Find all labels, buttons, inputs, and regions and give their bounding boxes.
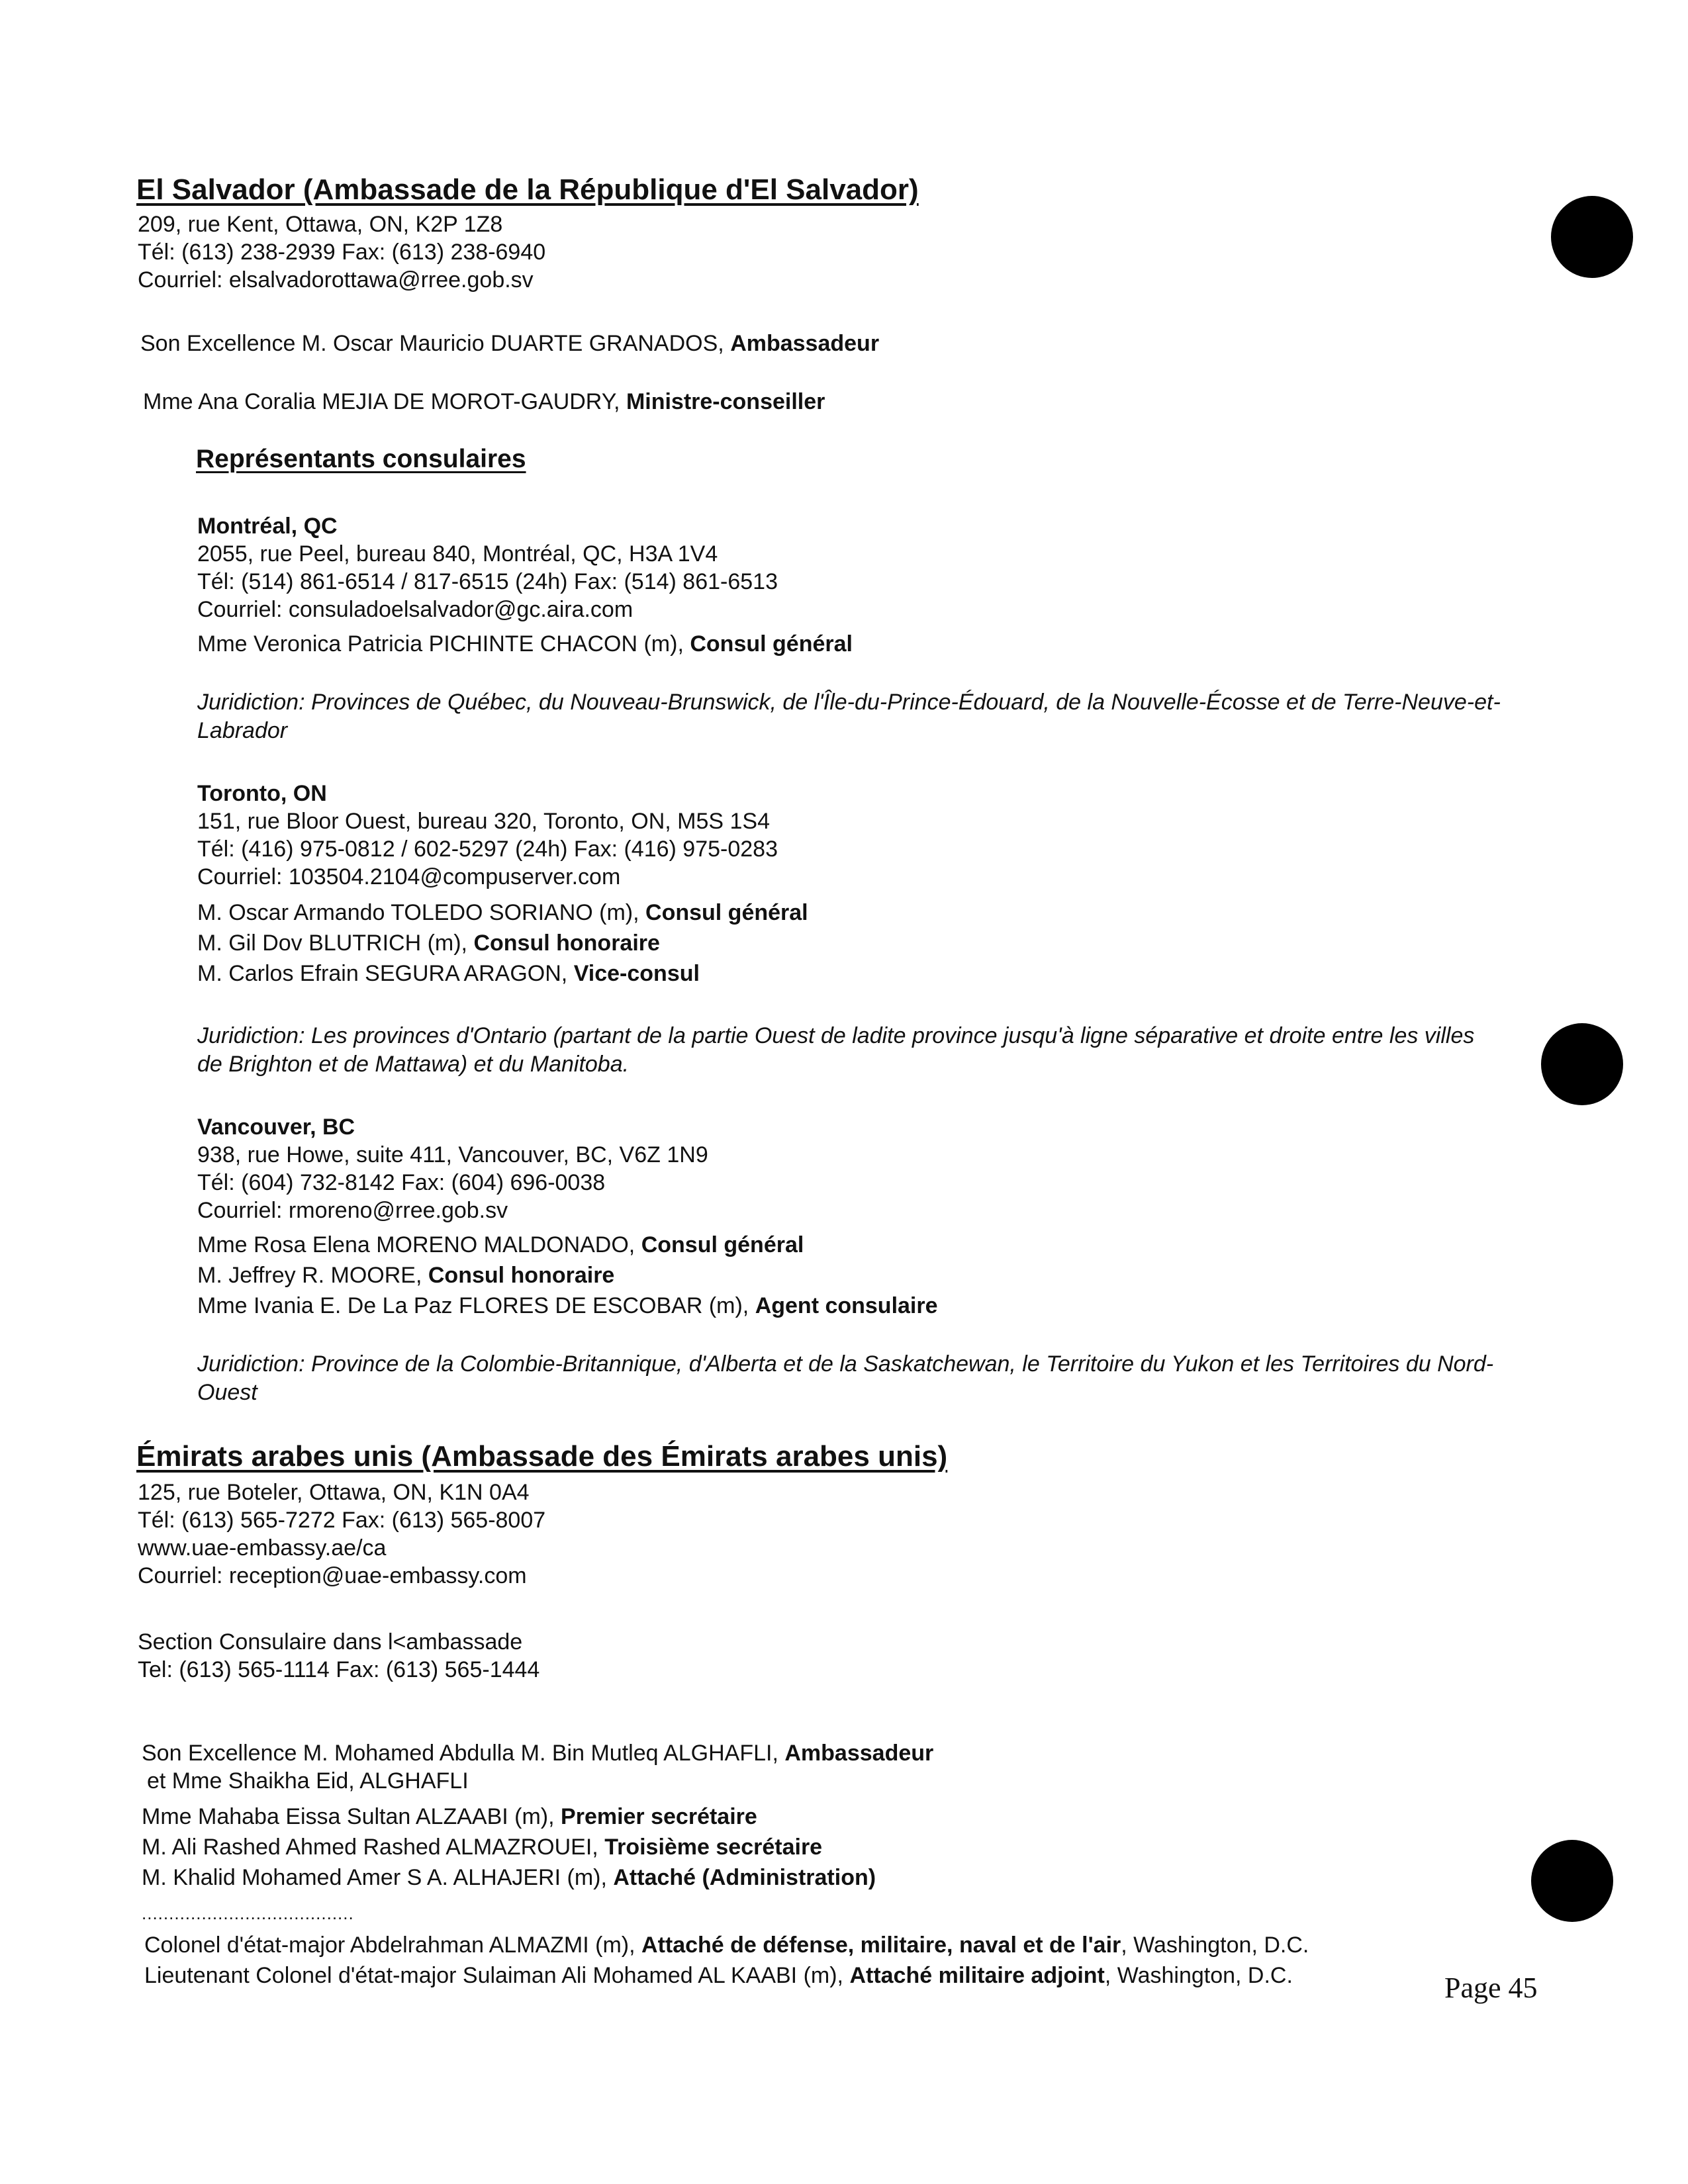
uae-heading: Émirats arabes unis (Ambassade des Émirats arabes unis) bbox=[136, 1440, 948, 1473]
person-title: Consul honoraire bbox=[428, 1263, 615, 1288]
person-name: Colonel d'état-major Abdelrahman ALMAZMI (m), bbox=[144, 1933, 635, 1958]
toronto-city: Toronto, ON bbox=[197, 781, 327, 806]
toronto-tel: Tél: (416) 975-0812 / 602-5297 (24h) Fax: (416) 975-0283 bbox=[197, 837, 778, 862]
person-name: M. Khalid Mohamed Amer S A. ALHAJERI (m), bbox=[142, 1865, 607, 1890]
montreal-jurisdiction: Juridiction: Provinces de Québec, du Nouveau-Brunswick, de l'Île-du-Prince-Édouard, de la Nouvelle-Écosse et de Terre-Neuve-et- Labrador bbox=[197, 690, 1501, 743]
person-title: Attaché militaire adjoint bbox=[849, 1963, 1105, 1988]
montreal-address: 2055, rue Peel, bureau 840, Montréal, QC, H3A 1V4 bbox=[197, 541, 718, 567]
uae-website: www.uae-embassy.ae/ca bbox=[138, 1535, 387, 1561]
person-name: M. Jeffrey R. MOORE, bbox=[197, 1263, 422, 1288]
person-title: Consul général bbox=[641, 1232, 804, 1257]
vancouver-city: Vancouver, BC bbox=[197, 1115, 355, 1140]
person-name: M. Ali Rashed Ahmed Rashed ALMAZROUEI, bbox=[142, 1835, 598, 1860]
person-name: M. Oscar Armando TOLEDO SORIANO (m), bbox=[197, 900, 639, 925]
vancouver-tel: Tél: (604) 732-8142 Fax: (604) 696-0038 bbox=[197, 1170, 606, 1195]
person-name: M. Carlos Efrain SEGURA ARAGON, bbox=[197, 961, 568, 986]
person-location: , Washington, D.C. bbox=[1121, 1933, 1309, 1958]
uae-ambassador-spouse: et Mme Shaikha Eid, ALGHAFLI bbox=[147, 1768, 469, 1794]
toronto-address: 151, rue Bloor Ouest, bureau 320, Toronto, ON, M5S 1S4 bbox=[197, 809, 770, 834]
person-location: , Washington, D.C. bbox=[1104, 1963, 1293, 1988]
person-name: Mme Veronica Patricia PICHINTE CHACON (m), bbox=[197, 631, 684, 657]
uae-consular-tel: Tel: (613) 565-1114 Fax: (613) 565-1444 bbox=[138, 1657, 540, 1682]
uae-person-4 bbox=[144, 1931, 1309, 1959]
minister-title: Ministre-conseiller bbox=[626, 389, 825, 414]
person-title: Premier secrétaire bbox=[561, 1804, 757, 1829]
consular-heading: Représentants consulaires bbox=[196, 445, 526, 473]
uae-person-3 bbox=[142, 1864, 876, 1891]
uae-person-2 bbox=[142, 1833, 822, 1861]
vancouver-address: 938, rue Howe, suite 411, Vancouver, BC, V6Z 1N9 bbox=[197, 1142, 708, 1167]
el-salvador-address: 209, rue Kent, Ottawa, ON, K2P 1Z8 bbox=[138, 212, 503, 237]
person-name: Mme Mahaba Eissa Sultan ALZAABI (m), bbox=[142, 1804, 555, 1829]
uae-address: 125, rue Boteler, Ottawa, ON, K1N 0A4 bbox=[138, 1480, 530, 1505]
uae-person-1 bbox=[142, 1803, 757, 1831]
uae-tel: Tél: (613) 565-7272 Fax: (613) 565-8007 bbox=[138, 1508, 546, 1533]
person-title: Attaché de défense, militaire, naval et de l'air bbox=[641, 1933, 1121, 1958]
person-title: Agent consulaire bbox=[755, 1293, 938, 1318]
uae-email: Courriel: reception@uae-embassy.com bbox=[138, 1563, 527, 1588]
uae-ambassador bbox=[142, 1739, 933, 1767]
el-salvador-heading: El Salvador (Ambassade de la République d'El Salvador) bbox=[136, 173, 919, 206]
uae-separator: ....................................... bbox=[142, 1903, 354, 1923]
person-name: Lieutenant Colonel d'état-major Sulaiman Ali Mohamed AL KAABI (m), bbox=[144, 1963, 843, 1988]
el-salvador-email: Courriel: elsalvadorottawa@rree.gob.sv bbox=[138, 267, 534, 293]
toronto-jurisdiction: Juridiction: Les provinces d'Ontario (partant de la partie Ouest de ladite province jusqu'à ligne séparative et droite entre les villes de Brighton et de Mattawa) et du Manitoba. bbox=[197, 1023, 1475, 1077]
person-title: Consul général bbox=[645, 900, 808, 925]
person-name: Mme Rosa Elena MORENO MALDONADO, bbox=[197, 1232, 635, 1257]
montreal-tel: Tél: (514) 861-6514 / 817-6515 (24h) Fax: (514) 861-6513 bbox=[197, 569, 778, 594]
page-number: Page 45 bbox=[1444, 1972, 1538, 2004]
person-title: Consul général bbox=[690, 631, 853, 657]
person-title: Vice-consul bbox=[573, 961, 700, 986]
uae-person-5 bbox=[144, 1962, 1293, 1989]
toronto-email: Courriel: 103504.2104@compuserver.com bbox=[197, 864, 621, 889]
ambassador-name: Son Excellence M. Oscar Mauricio DUARTE GRANADOS, bbox=[140, 331, 724, 356]
montreal-email: Courriel: consuladoelsalvador@gc.aira.com bbox=[197, 597, 633, 622]
person-name: Mme Ivania E. De La Paz FLORES DE ESCOBAR (m), bbox=[197, 1293, 749, 1318]
minister-name: Mme Ana Coralia MEJIA DE MOROT-GAUDRY, bbox=[143, 389, 620, 414]
ambassador-name: Son Excellence M. Mohamed Abdulla M. Bin Mutleq ALGHAFLI, bbox=[142, 1741, 778, 1766]
ambassador-title: Ambassadeur bbox=[784, 1741, 934, 1766]
vancouver-email: Courriel: rmoreno@rree.gob.sv bbox=[197, 1198, 508, 1223]
person-name: M. Gil Dov BLUTRICH (m), bbox=[197, 931, 467, 956]
vancouver-jurisdiction: Juridiction: Province de la Colombie-Britannique, d'Alberta et de la Saskatchewan, le Territoire du Yukon et les Territoires du Nord-Ouest bbox=[197, 1351, 1494, 1405]
person-title: Troisième secrétaire bbox=[604, 1835, 823, 1860]
person-title: Consul honoraire bbox=[473, 931, 660, 956]
uae-consular-section: Section Consulaire dans l<ambassade bbox=[138, 1629, 523, 1655]
ambassador-title: Ambassadeur bbox=[730, 331, 880, 356]
person-title: Attaché (Administration) bbox=[613, 1865, 876, 1890]
montreal-city: Montréal, QC bbox=[197, 514, 338, 539]
el-salvador-tel: Tél: (613) 238-2939 Fax: (613) 238-6940 bbox=[138, 240, 546, 265]
